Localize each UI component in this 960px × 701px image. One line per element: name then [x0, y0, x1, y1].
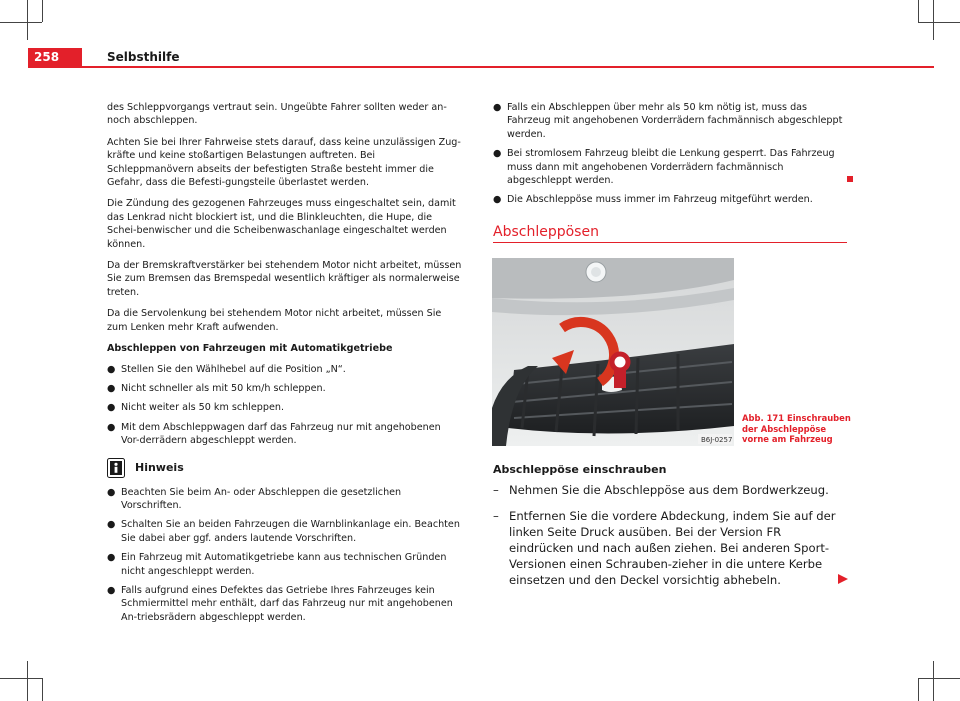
car-front-illustration [492, 258, 734, 446]
bullet-icon: ● [107, 486, 116, 498]
paragraph: Die Zündung des gezogenen Fahrzeuges muss eingeschaltet sein, damit das Lenkrad nicht blockiert ist, und die Blinkleuchten, die Hupe, die Schei-benwischer und die Scheibenwaschanlage eingeschaltet werden können. [107, 198, 456, 250]
paragraph: des Schleppvorgangs vertraut sein. Ungeübte Fahrer sollten weder an- noch abschleppen. [107, 102, 447, 127]
crop-mark [918, 0, 919, 22]
crop-mark [42, 678, 43, 701]
paragraph: Achten Sie bei Ihrer Fahrweise stets darauf, dass keine unzulässigen Zug-kräfte und keine stoßartigen Belastungen auftreten. Bei Schleppmanövern abseits der befestigten Straße besteht immer die Gefahr, dass die Befesti-gungsteile überlastet werden. [107, 136, 461, 189]
list-item: ● Falls aufgrund eines Defektes das Getriebe Ihres Fahrzeuges kein Schmiermittel mehr enthält, darf das Fahrzeug nur mit angehobenen An-triebsrädern abgeschleppt werden. [107, 584, 453, 623]
crop-mark [27, 661, 28, 701]
bullet-icon: ● [107, 552, 116, 564]
figure-tow-hook [492, 258, 734, 446]
section-end-marker [847, 176, 853, 182]
crop-mark [933, 0, 934, 40]
dash-icon: – [493, 483, 499, 497]
figure-code: B6J-0257 [701, 436, 733, 444]
bullet-icon: ● [107, 402, 116, 414]
note-icon [107, 458, 125, 478]
list-item: ● Nicht schneller als mit 50 km/h schleppen. [107, 382, 326, 394]
crop-mark [0, 22, 42, 23]
bullet-icon: ● [493, 148, 502, 160]
list-item: ● Nicht weiter als 50 km schleppen. [107, 402, 285, 414]
right-column-bullets [493, 101, 848, 213]
header-rule [28, 66, 934, 68]
list-item: – Nehmen Sie die Abschleppöse aus dem Bordwerkzeug. [493, 483, 829, 497]
section-heading: Abschleppösen [493, 224, 599, 240]
bullet-icon: ● [493, 194, 502, 206]
auto-heading: Abschleppen von Fahrzeugen mit Automatikgetriebe [107, 343, 393, 355]
page-number: 258 [28, 48, 82, 67]
section-title: Selbsthilfe [107, 50, 180, 64]
figure-caption: Abb. 171 Einschrauben der Abschleppöse vorne am Fahrzeug [742, 413, 851, 444]
list-item: ● Die Abschleppöse muss immer im Fahrzeug mitgeführt werden. [493, 194, 813, 206]
bullet-icon: ● [107, 421, 116, 433]
list-item: ● Schalten Sie an beiden Fahrzeugen die Warnblinkanlage ein. Beachten Sie dabei aber ggf. anders lautende Vorschriften. [107, 519, 460, 544]
note-heading [107, 458, 462, 478]
note-title: Hinweis [135, 460, 184, 474]
crop-mark [933, 661, 934, 701]
bullet-icon: ● [493, 102, 502, 113]
list-item: ● Stellen Sie den Wählhebel auf die Position „N“. [107, 363, 346, 375]
list-item: ● Falls ein Abschleppen über mehr als 50 km nötig ist, muss das Fahrzeug mit angehobenen Vorderrädern fachmännisch abgeschleppt werden. [493, 102, 843, 140]
list-item: ● Bei stromlosem Fahrzeug bleibt die Lenkung gesperrt. Das Fahrzeug muss dann mit angehobenen Vorderrädern fachmännisch abgeschleppt werden. [493, 148, 835, 187]
bullet-icon: ● [107, 363, 116, 375]
crop-mark [27, 0, 28, 40]
dash-icon: – [493, 509, 499, 523]
list-item: ● Beachten Sie beim An- oder Abschleppen die gesetzlichen Vorschriften. [107, 486, 402, 511]
crop-mark [0, 678, 42, 679]
paragraph: Da der Bremskraftverstärker bei stehendem Motor nicht arbeitet, müssen Sie zum Bremsen das Bremspedal wesentlich kräftiger als normalerweise treten. [107, 260, 462, 298]
crop-mark [918, 678, 919, 701]
crop-mark [918, 678, 960, 679]
left-column [107, 101, 462, 630]
paragraph: Da die Servolenkung bei stehendem Motor nicht arbeitet, müssen Sie zum Lenken mehr Kraft aufwenden. [107, 308, 442, 333]
sub-heading: Abschleppöse einschrauben [493, 463, 667, 476]
steps-list [493, 482, 848, 598]
list-item: – Entfernen Sie die vordere Abdeckung, indem Sie auf der linken Seite Druck ausüben. Bei der Version FR eindrücken und nach außen ziehen. Bei anderen Sport-Versionen einen Schrauben-zieher in die untere Kerbe einsetzen und den Deckel vorsichtig abhebeln. [493, 509, 836, 587]
crop-mark [42, 0, 43, 22]
bullet-icon: ● [107, 382, 116, 394]
bullet-icon: ● [107, 519, 116, 531]
bullet-icon: ● [107, 584, 116, 596]
list-item: ● Mit dem Abschleppwagen darf das Fahrzeug nur mit angehobenen Vor-derrädern abgeschleppt werden. [107, 421, 441, 447]
section-rule [493, 242, 847, 243]
list-item: ● Ein Fahrzeug mit Automatikgetriebe kann aus technischen Gründen nicht angeschleppt werden. [107, 552, 447, 577]
continue-arrow-icon [838, 574, 848, 584]
crop-mark [918, 22, 960, 23]
